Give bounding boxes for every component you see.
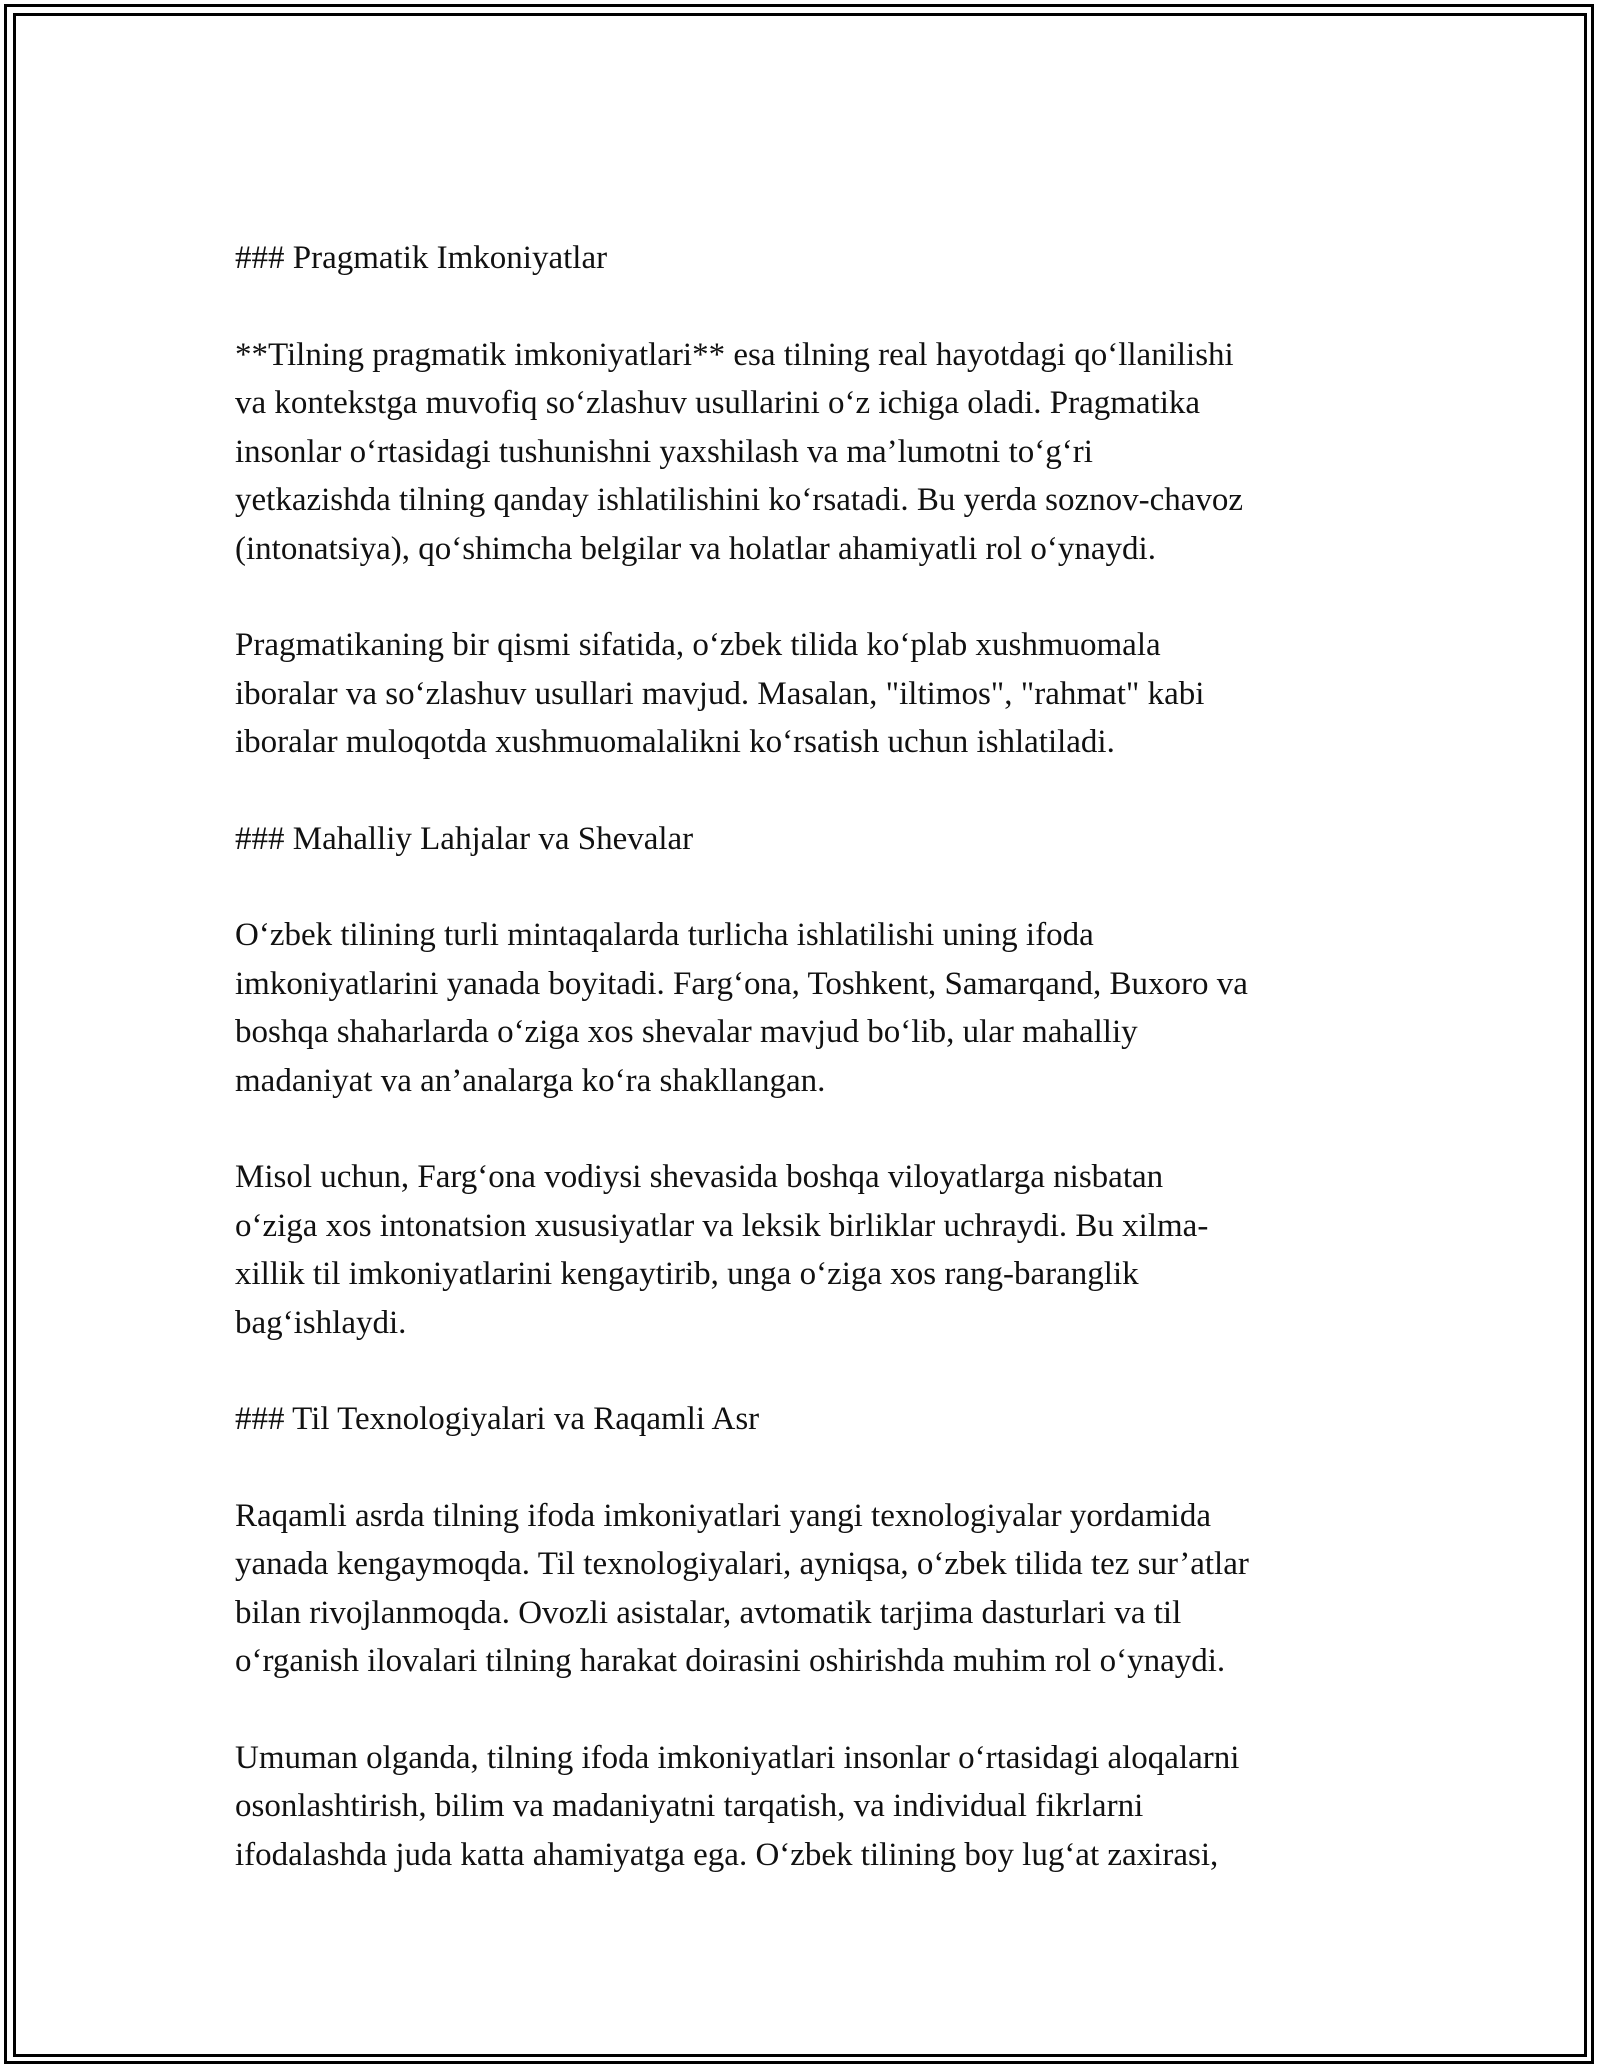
paragraph-line: yetkazishda tilning qanday ishlatilishini ko‘rsatadi. Bu yerda soznov-chavoz (235, 482, 1244, 518)
paragraph-raqamli-asr (235, 1492, 1380, 1686)
paragraph-line: insonlar o‘rtasidagi tushunishni yaxshilash va ma’lumotni to‘g‘ri (235, 433, 1093, 470)
heading-text: ### Til Texnologiyalari va Raqamli Asr (235, 1401, 760, 1437)
paragraph-fargona (235, 1153, 1380, 1347)
paragraph-line: yanada kengaymoqda. Til texnologiyalari, ayniqsa, o‘zbek tilida tez sur’atlar (235, 1546, 1249, 1582)
paragraph-line: Misol uchun, Farg‘ona vodiysi shevasida boshqa viloyatlarga nisbatan (235, 1159, 1164, 1195)
paragraph-line: Umuman olganda, tilning ifoda imkoniyatlari insonlar o‘rtasidagi aloqalarni (235, 1739, 1240, 1776)
document-body (235, 234, 1380, 1927)
paragraph-line: O‘zbek tilining turli mintaqalarda turlicha ishlatilishi uning ifoda (235, 917, 1094, 953)
paragraph-line: o‘rganish ilovalari tilning harakat doirasini oshirishda muhim rol o‘ynaydi. (235, 1643, 1226, 1679)
paragraph-line: Pragmatikaning bir qismi sifatida, o‘zbek tilida ko‘plab xushmuomala (235, 627, 1161, 663)
paragraph-line: iboralar va so‘zlashuv usullari mavjud. Masalan, "iltimos", "rahmat" kabi (235, 675, 1205, 712)
paragraph-line: bilan rivojlanmoqda. Ovozli asistalar, avtomatik tarjima dasturlari va til (235, 1594, 1182, 1631)
paragraph-line: boshqa shaharlarda o‘ziga xos shevalar mavjud bo‘lib, ular mahalliy (235, 1014, 1138, 1050)
paragraph-line: Raqamli asrda tilning ifoda imkoniyatlari yangi texnologiyalar yordamida (235, 1497, 1211, 1534)
heading-text: ### Pragmatik Imkoniyatlar (235, 240, 608, 276)
paragraph-xushmuomala (235, 621, 1380, 767)
paragraph-pragmatik-intro (235, 331, 1380, 574)
paragraph-umuman-olganda (235, 1734, 1380, 1880)
paragraph-line: ifodalashda juda katta ahamiyatga ega. O‘zbek tilining boy lug‘at zaxirasi, (235, 1836, 1219, 1873)
paragraph-line: osonlashtirish, bilim va madaniyatni tarqatish, va individual fikrlarni (235, 1788, 1144, 1824)
section-heading-lahjalar (235, 815, 1380, 864)
paragraph-line: imkoniyatlarini yanada boyitadi. Farg‘ona, Toshkent, Samarqand, Buxoro va (235, 965, 1248, 1002)
paragraph-mintaqalar (235, 911, 1380, 1105)
paragraph-line: xillik til imkoniyatlarini kengaytirib, unga o‘ziga xos rang-baranglik (235, 1256, 1139, 1292)
section-heading-pragmatik (235, 234, 1380, 283)
paragraph-line: (intonatsiya), qo‘shimcha belgilar va holatlar ahamiyatli rol o‘ynaydi. (235, 530, 1156, 567)
paragraph-line: iboralar muloqotda xushmuomalalikni ko‘rsatish uchun ishlatiladi. (235, 724, 1115, 760)
heading-text: ### Mahalliy Lahjalar va Shevalar (235, 820, 694, 857)
paragraph-line: va kontekstga muvofiq so‘zlashuv usullarini o‘z ichiga oladi. Pragmatika (235, 385, 1201, 421)
paragraph-line: o‘ziga xos intonatsion xususiyatlar va leksik birliklar uchraydi. Bu xilma- (235, 1207, 1209, 1244)
section-heading-texnologiyalar (235, 1395, 1380, 1444)
paragraph-line: madaniyat va an’analarga ko‘ra shakllangan. (235, 1062, 826, 1099)
paragraph-line: **Tilning pragmatik imkoniyatlari** esa tilning real hayotdagi qo‘llanilishi (235, 336, 1234, 373)
paragraph-line: bag‘ishlaydi. (235, 1304, 407, 1341)
